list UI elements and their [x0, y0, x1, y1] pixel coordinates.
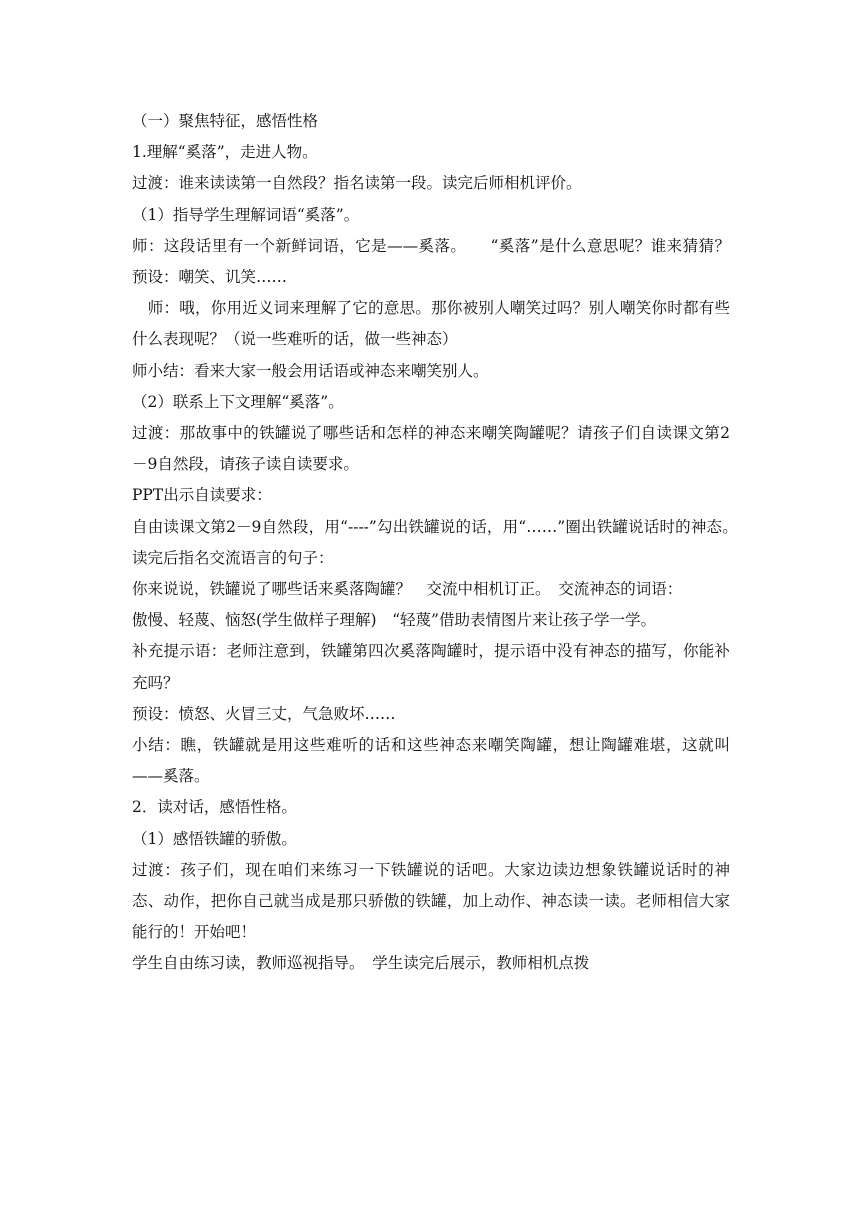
paragraph: 你来说说，铁罐说了哪些话来奚落陶罐？ 交流中相机订正。 交流神态的词语：	[132, 580, 683, 599]
paragraph: 师：哦，你用近义词来理解了它的意思。那你被别人嘲笑过吗？别人嘲笑你时都有些什么表现呢？（说一些难听的话，做一些神态）	[132, 299, 730, 349]
step-heading: （1）指导学生理解词语“奚落”。	[132, 205, 360, 224]
paragraph: 补充提示语：老师注意到，铁罐第四次奚落陶罐时，提示语中没有神态的描写，你能补充吗？	[132, 642, 730, 692]
step-heading: （1）感悟铁罐的骄傲。	[132, 829, 297, 848]
paragraph: PPT出示自读要求：	[132, 486, 272, 505]
paragraph: 过渡：孩子们，现在咱们来练习一下铁罐说的话吧。大家边读边想象铁罐说话时的神态、动作，把你自己就当成是那只骄傲的铁罐，加上动作、神态读一读。老师相信大家能行的！开始吧！	[132, 860, 730, 942]
paragraph: 傲慢、轻蔑、恼怒(学生做样子理解) “轻蔑”借助表情图片来让孩子学一学。	[132, 611, 656, 630]
section-heading: （一）聚焦特征，感悟性格	[132, 112, 319, 130]
paragraph: 小结：瞧，铁罐就是用这些难听的话和这些神态来嘲笑陶罐，想让陶罐难堪，这就叫——奚落。	[132, 736, 730, 786]
paragraph: 过渡：那故事中的铁罐说了哪些话和怎样的神态来嘲笑陶罐呢？请孩子们自读课文第2－9自然段，请孩子读自读要求。	[132, 424, 730, 474]
paragraph: 师小结：看来大家一般会用话语或神态来嘲笑别人。	[132, 361, 489, 380]
subsection-heading: 2．读对话，感悟性格。	[132, 798, 297, 817]
paragraph: 师：这段话里有一个新鲜词语，它是——奚落。 “奚落”是什么意思呢？谁来猜猜？ 预设：嘲笑、讥笑……	[132, 236, 746, 287]
paragraph: 预设：愤怒、火冒三丈，气急败坏……	[132, 704, 396, 723]
paragraph: 自由读课文第2－9自然段，用“----”勾出铁罐说的话，用“……”圈出铁罐说话时的神态。 读完后指名交流语言的句子：	[132, 517, 746, 567]
step-heading: （2）联系上下文理解“奚落”。	[132, 392, 344, 411]
subsection-heading: 1.理解“奚落”，走进人物。	[132, 143, 318, 162]
paragraph: 过渡：谁来读读第一自然段？指名读第一段。读完后师相机评价。	[132, 174, 582, 193]
document-body	[132, 106, 746, 980]
paragraph: 学生自由练习读，教师巡视指导。 学生读完后展示，教师相机点拨	[132, 954, 590, 973]
